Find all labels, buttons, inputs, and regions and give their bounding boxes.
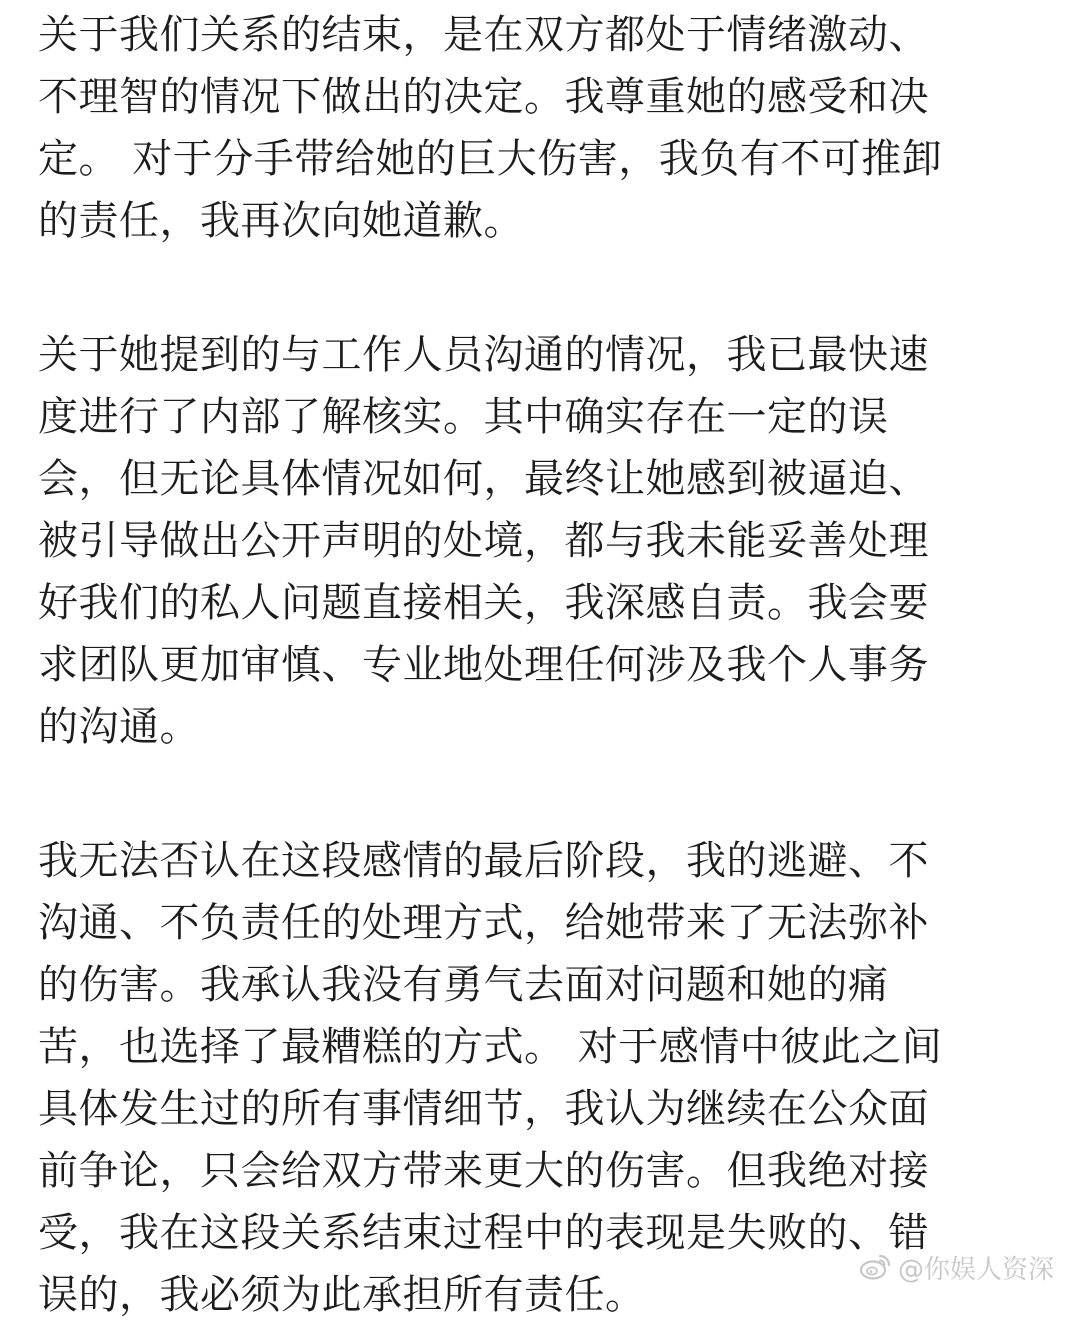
text-line: 苦，也选择了最糟糕的方式。 对于感情中彼此之间 bbox=[38, 1024, 943, 1070]
text-line: 的伤害。我承认我没有勇气去面对问题和她的痛 bbox=[38, 962, 889, 1008]
text-line: 定。 对于分手带给她的巨大伤害，我负有不可推卸 bbox=[38, 136, 943, 182]
watermark-text: @你娱人资深 bbox=[897, 1254, 1054, 1285]
text-line: 误的，我必须为此承担所有责任。 bbox=[38, 1272, 646, 1318]
text-line: 的沟通。 bbox=[38, 704, 200, 750]
text-line: 被引导做出公开声明的处境，都与我未能妥善处理 bbox=[38, 518, 929, 564]
text-line: 关于她提到的与工作人员沟通的情况，我已最快速 bbox=[38, 332, 929, 378]
paragraph-1 bbox=[38, 4, 1048, 252]
text-line: 不理智的情况下做出的决定。我尊重她的感受和决 bbox=[38, 74, 929, 120]
text-line: 的责任，我再次向她道歉。 bbox=[38, 198, 524, 244]
text-line: 受，我在这段关系结束过程中的表现是失败的、错 bbox=[38, 1210, 929, 1256]
text-line: 沟通、不负责任的处理方式，给她带来了无法弥补 bbox=[38, 900, 929, 946]
statement-text bbox=[38, 4, 1048, 1326]
text-line: 度进行了内部了解核实。其中确实存在一定的误 bbox=[38, 394, 889, 440]
paragraph-spacer bbox=[38, 252, 1048, 324]
text-line: 会，但无论具体情况如何，最终让她感到被逼迫、 bbox=[38, 456, 929, 502]
paragraph-spacer bbox=[38, 758, 1048, 830]
paragraph-2 bbox=[38, 324, 1048, 758]
text-line: 前争论，只会给双方带来更大的伤害。但我绝对接 bbox=[38, 1148, 929, 1194]
text-line: 关于我们关系的结束，是在双方都处于情绪激动、 bbox=[38, 12, 929, 58]
text-line: 我无法否认在这段感情的最后阶段，我的逃避、不 bbox=[38, 838, 929, 884]
text-line: 具体发生过的所有事情细节，我认为继续在公众面 bbox=[38, 1086, 929, 1132]
weibo-watermark bbox=[858, 1247, 1054, 1287]
text-line: 好我们的私人问题直接相关，我深感自责。我会要 bbox=[38, 580, 929, 626]
weibo-icon bbox=[858, 1250, 892, 1284]
text-line: 求团队更加审慎、专业地处理任何涉及我个人事务 bbox=[38, 642, 929, 688]
